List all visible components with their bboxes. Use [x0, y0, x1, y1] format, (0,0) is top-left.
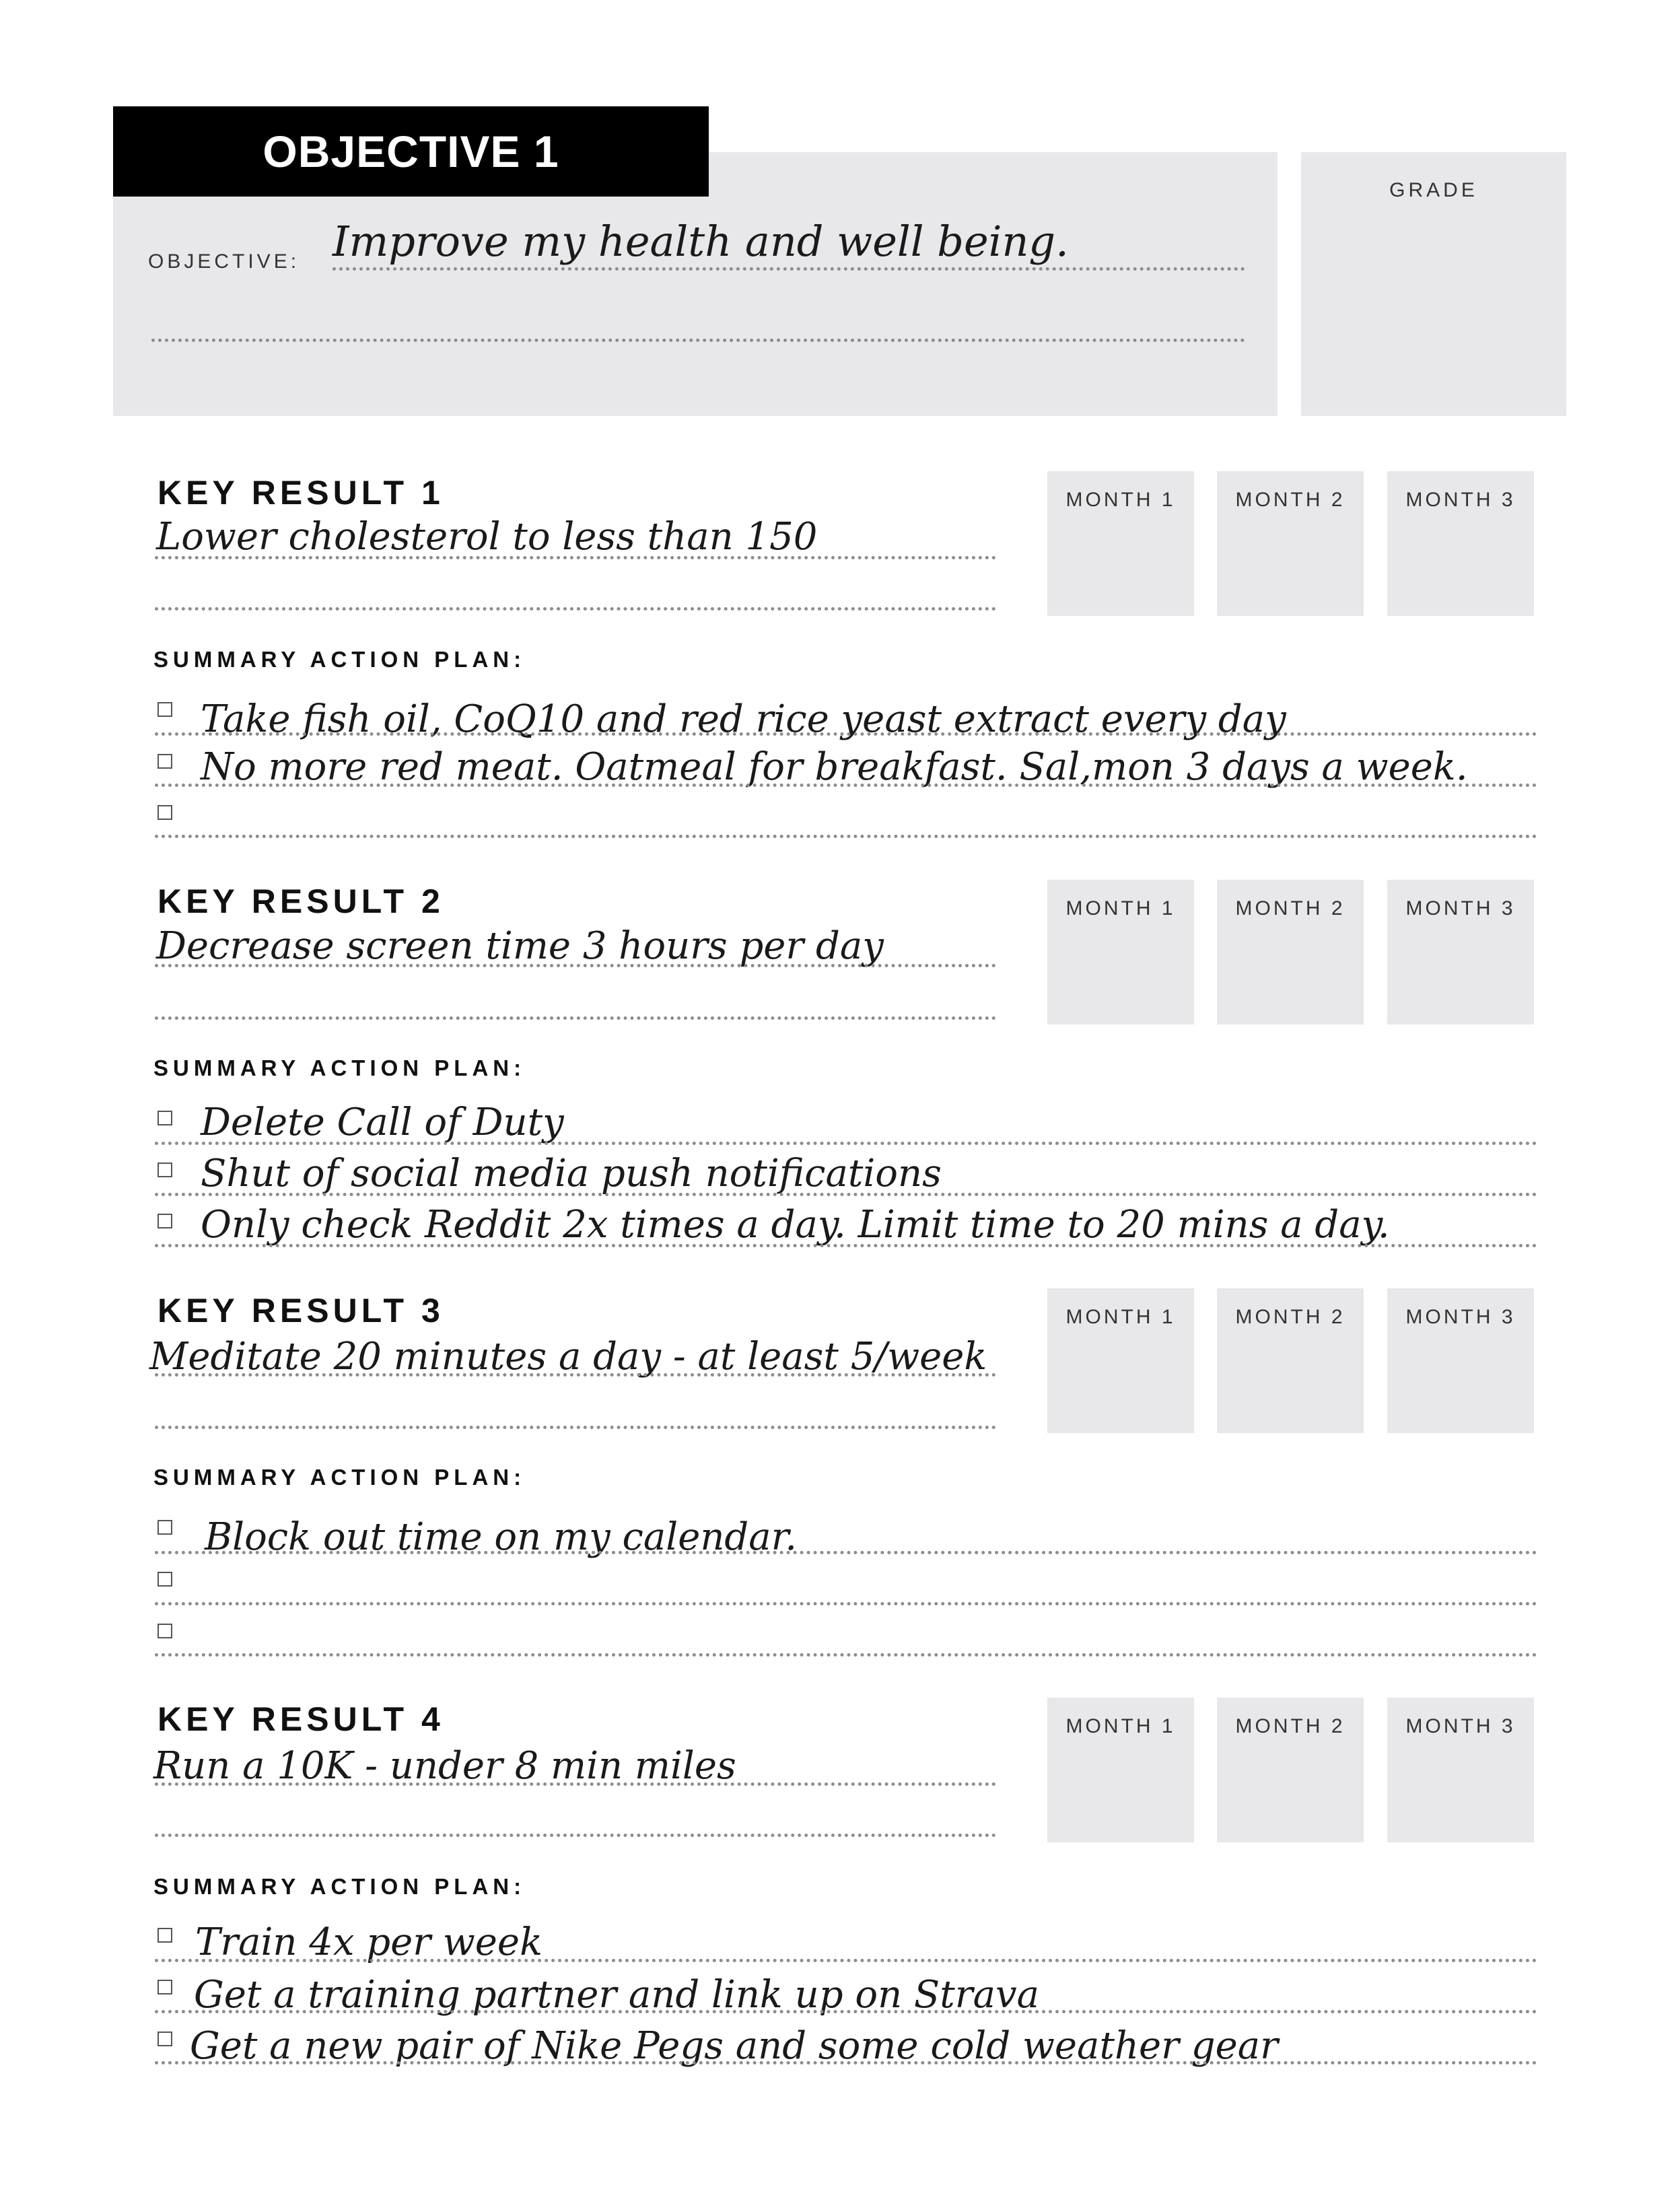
key-result-4-title: KEY RESULT 4: [158, 1700, 444, 1738]
kr4-action-3-checkbox[interactable]: [158, 2032, 172, 2046]
kr4-action-2-line: [155, 2010, 1537, 2013]
month-label: MONTH 3: [1405, 897, 1516, 919]
summary-action-plan-label: SUMMARY ACTION PLAN:: [153, 647, 526, 672]
key-result-4-text[interactable]: Run a 10K - under 8 min miles: [153, 1744, 736, 1788]
month-label: MONTH 3: [1405, 489, 1516, 511]
kr1-action-1-line: [155, 732, 1537, 736]
kr1-action-1[interactable]: Take fish oil, CoQ10 and red rice yeast extract every day: [201, 697, 1286, 741]
kr4-month-3-box[interactable]: [1387, 1698, 1534, 1842]
kr4-action-3[interactable]: Get a new pair of Nike Pegs and some cold weather gear: [190, 2024, 1278, 2068]
kr4-action-3-line: [155, 2061, 1537, 2064]
month-label: MONTH 1: [1065, 1306, 1176, 1328]
kr2-action-3[interactable]: Only check Reddit 2x times a day. Limit time to 20 mins a day.: [201, 1203, 1390, 1247]
kr2-month-1-box[interactable]: [1047, 880, 1194, 1025]
key-result-2-line-1: [155, 964, 996, 967]
month-label: MONTH 2: [1235, 897, 1345, 919]
kr2-action-1[interactable]: Delete Call of Duty: [201, 1101, 564, 1144]
kr2-month-2-box[interactable]: [1217, 880, 1364, 1025]
key-result-3-text[interactable]: Meditate 20 minutes a day - at least 5/week: [149, 1335, 987, 1379]
grade-label: GRADE: [1389, 179, 1478, 201]
kr3-action-2-checkbox[interactable]: [158, 1572, 172, 1587]
kr3-action-3-checkbox[interactable]: [158, 1624, 172, 1638]
month-label: MONTH 3: [1405, 1715, 1516, 1737]
key-result-4-line-2: [155, 1834, 996, 1837]
kr4-action-1-line: [155, 1959, 1537, 1962]
kr2-action-1-line: [155, 1142, 1537, 1145]
kr1-action-3-line: [155, 835, 1537, 838]
kr4-month-2-box[interactable]: [1217, 1698, 1364, 1842]
objective-label: OBJECTIVE:: [148, 250, 300, 273]
key-result-3-title: KEY RESULT 3: [158, 1292, 444, 1329]
key-result-1-title: KEY RESULT 1: [158, 474, 444, 512]
kr1-month-1-box[interactable]: [1047, 471, 1194, 616]
kr2-action-2-checkbox[interactable]: [158, 1162, 172, 1177]
kr3-action-2-line: [155, 1602, 1537, 1605]
kr4-month-1-box[interactable]: [1047, 1698, 1194, 1842]
kr4-action-2-checkbox[interactable]: [158, 1980, 172, 1994]
objective-text[interactable]: Improve my health and well being.: [332, 217, 1069, 266]
month-label: MONTH 2: [1235, 1715, 1345, 1737]
key-result-1-line-1: [155, 556, 996, 559]
kr1-action-2-checkbox[interactable]: [158, 754, 172, 769]
month-label: MONTH 2: [1235, 489, 1345, 511]
key-result-2-text[interactable]: Decrease screen time 3 hours per day: [156, 924, 884, 968]
kr3-month-3-box[interactable]: [1387, 1288, 1534, 1433]
objective-line-2: [151, 339, 1245, 342]
key-result-3-line-1: [155, 1373, 996, 1377]
summary-action-plan-label: SUMMARY ACTION PLAN:: [153, 1874, 526, 1899]
kr3-month-1-box[interactable]: [1047, 1288, 1194, 1433]
kr4-action-2[interactable]: Get a training partner and link up on Strava: [194, 1973, 1039, 2017]
kr2-action-1-checkbox[interactable]: [158, 1111, 172, 1125]
kr1-action-2[interactable]: No more red meat. Oatmeal for breakfast. Sal,mon 3 days a week.: [201, 745, 1468, 789]
kr2-action-2-line: [155, 1193, 1537, 1196]
kr3-action-1-checkbox[interactable]: [158, 1520, 172, 1535]
month-label: MONTH 3: [1405, 1306, 1516, 1328]
kr3-action-1[interactable]: Block out time on my calendar.: [205, 1515, 798, 1559]
kr2-action-2[interactable]: Shut of social media push notifications: [201, 1152, 942, 1195]
kr1-action-1-checkbox[interactable]: [158, 702, 172, 717]
key-result-3-line-2: [155, 1426, 996, 1429]
key-result-2-title: KEY RESULT 2: [158, 882, 444, 920]
objective-line-1: [332, 267, 1245, 271]
key-result-1-text[interactable]: Lower cholesterol to less than 150: [156, 515, 818, 559]
key-result-4-line-1: [155, 1782, 996, 1786]
summary-action-plan-label: SUMMARY ACTION PLAN:: [153, 1465, 526, 1490]
month-label: MONTH 1: [1065, 1715, 1176, 1737]
kr3-action-1-line: [155, 1551, 1537, 1554]
kr4-action-1-checkbox[interactable]: [158, 1928, 172, 1943]
kr3-month-2-box[interactable]: [1217, 1288, 1364, 1433]
kr1-action-3-checkbox[interactable]: [158, 805, 172, 820]
kr2-action-3-line: [155, 1244, 1537, 1247]
kr3-action-3-line: [155, 1653, 1537, 1657]
key-result-1-line-2: [155, 607, 996, 611]
month-label: MONTH 1: [1065, 489, 1176, 511]
objective-badge-label: OBJECTIVE 1: [262, 127, 559, 176]
key-result-2-line-2: [155, 1016, 996, 1020]
kr1-month-2-box[interactable]: [1217, 471, 1364, 616]
kr2-action-3-checkbox[interactable]: [158, 1214, 172, 1228]
kr1-action-2-line: [155, 784, 1537, 787]
month-label: MONTH 2: [1235, 1306, 1345, 1328]
summary-action-plan-label: SUMMARY ACTION PLAN:: [153, 1055, 526, 1080]
month-label: MONTH 1: [1065, 897, 1176, 919]
kr4-action-1[interactable]: Train 4x per week: [195, 1920, 543, 1964]
kr2-month-3-box[interactable]: [1387, 880, 1534, 1025]
kr1-month-3-box[interactable]: [1387, 471, 1534, 616]
